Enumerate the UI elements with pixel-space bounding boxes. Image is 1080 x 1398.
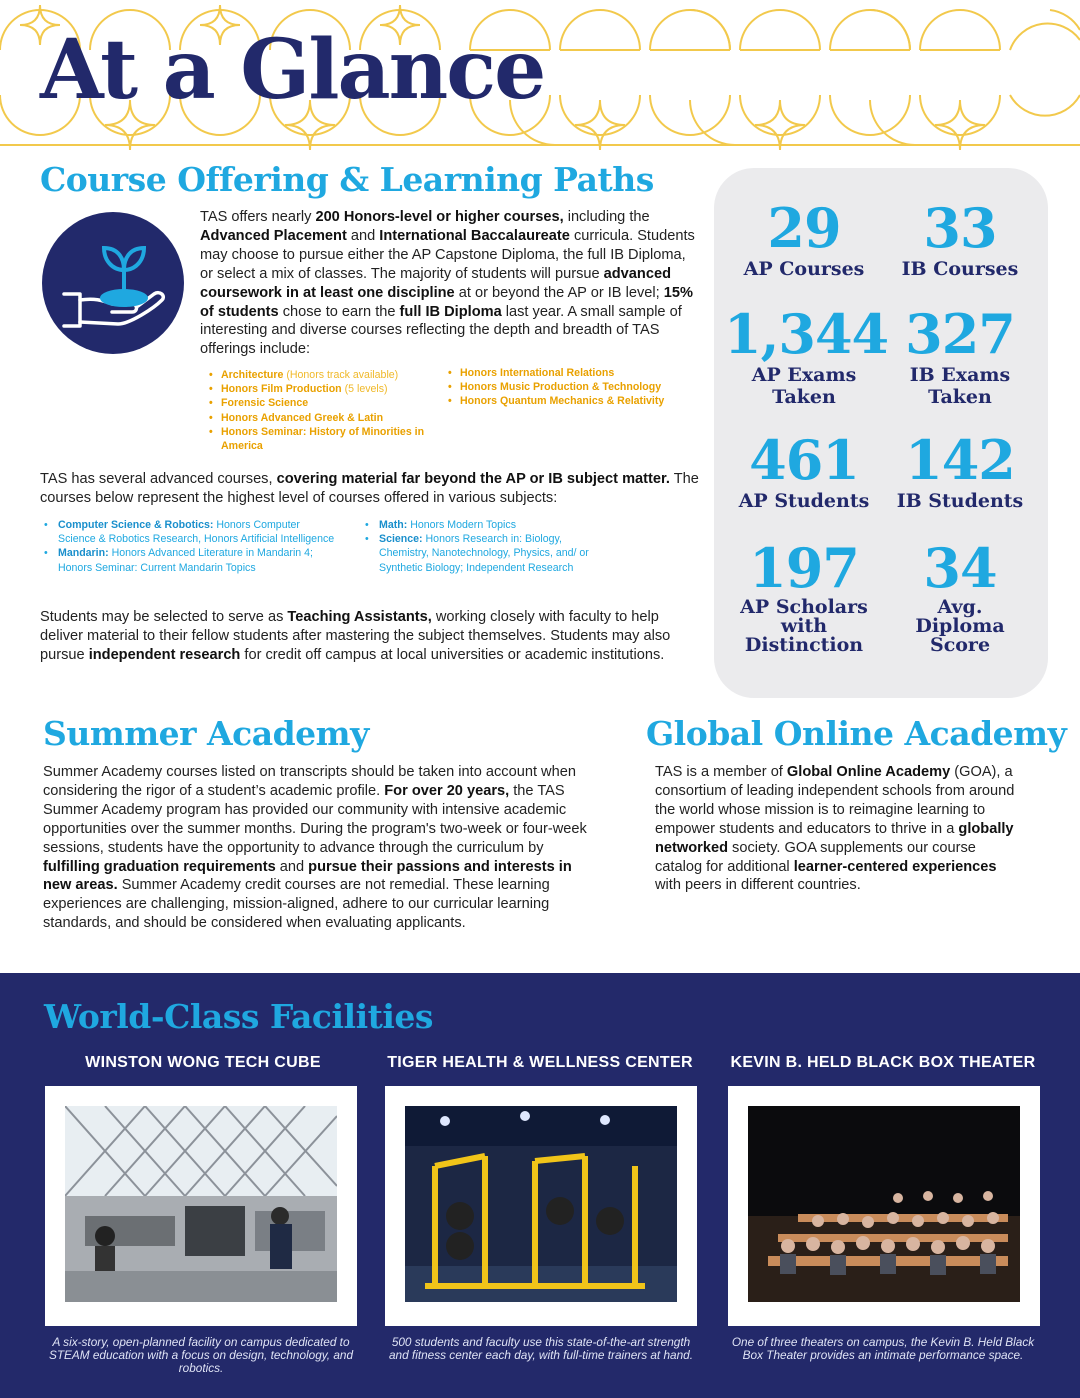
stat-ap-courses: 29 AP Courses (743, 196, 865, 280)
facility-caption: One of three theaters on campus, the Kevin B. Held Black Box Theater provides an intimate performance space. (731, 1335, 1035, 1362)
facility-title: KEVIN B. HELD BLACK BOX THEATER (730, 1054, 1036, 1071)
subjects-left (40, 518, 340, 575)
course-heading: Course Offering & Learning Paths (40, 160, 654, 199)
list-item: • Honors International Relations (446, 366, 696, 380)
list-item: • Honors Music Production & Technology (446, 380, 696, 394)
header-banner (0, 0, 1080, 150)
list-item: • Honors Quantum Mechanics & Relativity (446, 394, 696, 408)
stat-ap-scholars: 197 AP Scholars with Distinction (740, 536, 868, 656)
wellness-center-photo (405, 1106, 677, 1302)
advanced-courses-text: TAS has several advanced courses, covering material far beyond the AP or IB subject matter. The courses below represent the highest level of courses offered in various subjects: (40, 471, 699, 506)
stat-ib-courses: 33 IB Courses (901, 196, 1019, 280)
list-item: • Computer Science & Robotics: Honors Computer Science & Robotics Research, Honors Artificial Intelligence (40, 518, 340, 546)
facilities-heading: World-Class Facilities (44, 997, 433, 1036)
stat-ib-students: 142 IB Students (896, 428, 1024, 512)
facility-caption: A six-story, open-planned facility on campus dedicated to STEAM education with a focus on design, technology, and robotics. (48, 1335, 354, 1375)
stat-ap-exams: 1,344 AP Exams Taken (724, 302, 889, 408)
photo-frame (728, 1086, 1040, 1326)
list-item: • Math: Honors Modern Topics (361, 518, 611, 532)
page-title: At a Glance (40, 22, 545, 118)
facility-title: WINSTON WONG TECH CUBE (85, 1054, 321, 1071)
stat-ap-students: 461 AP Students (738, 428, 870, 512)
summer-heading: Summer Academy (43, 714, 369, 753)
teaching-assistants-text: Students may be selected to serve as Teaching Assistants, working closely with faculty to help deliver material to their fellow students after mastering the subject themselves. Students may also pursue independent research for credit off campus at local universities or academic institutions. (40, 609, 671, 663)
sample-courses-right (446, 366, 696, 409)
list-item: • Honors Film Production (5 levels) (207, 382, 442, 396)
tech-cube-photo (65, 1106, 337, 1302)
black-box-theater-photo (748, 1106, 1020, 1302)
plant-hand-icon (42, 212, 184, 354)
facility-title: TIGER HEALTH & WELLNESS CENTER (387, 1054, 693, 1071)
summer-text: Summer Academy courses listed on transcripts should be taken into account when considering the rigor of a student’s academic profile. For over 20 years, the TAS Summer Academy program has provided our community with intensive academic opportunities over the summer months. During the program's two-week or four-week sessions, students have the opportunity to advance through the curriculum by fulfilling graduation requirements and pursue their passions and interests in new areas. Summer Academy credit courses are not remedial. These learning experiences are challenging, mission-aligned, adhere to our curricular learning standards, and should be considered when evaluating applicants. (43, 764, 587, 932)
photo-frame (45, 1086, 357, 1326)
goa-heading: Global Online Academy (646, 714, 1067, 753)
stats-panel (714, 168, 1048, 698)
stat-diploma-score: 34 Avg. Diploma Score (915, 536, 1005, 656)
facilities-section (0, 973, 1080, 1398)
list-item: • Honors Advanced Greek & Latin (207, 411, 442, 425)
list-item: • Honors Seminar: History of Minorities in America (207, 425, 442, 453)
facility-caption: 500 students and faculty use this state-of-the-art strength and fitness center each day, with full-time trainers at hand. (388, 1335, 694, 1362)
photo-frame (385, 1086, 697, 1326)
goa-text: TAS is a member of Global Online Academy (GOA), a consortium of leading independent schools from around the world whose mission is to reimagine learning to empower students and educators to thrive in a globally networked society. GOA supplements our course catalog for additional learner-centered experiences with peers in different countries. (655, 764, 1015, 894)
list-item: • Science: Honors Research in: Biology, Chemistry, Nanotechnology, Physics, and/ or Synthetic Biology; Independent Research (361, 532, 611, 575)
subjects-right (361, 518, 611, 575)
course-intro: TAS offers nearly 200 Honors-level or higher courses, including the Advanced Placement and International Baccalaureate curricula. Students may choose to pursue either the AP Capstone Diploma, the full IB Diploma, or select a mix of classes. The majority of students will pursue advanced coursework in at least one discipline at or beyond the AP or IB level; 15% of students chose to earn the full IB Diploma last year. A small sample of interesting and diverse courses reflecting the depth and breadth of TAS offerings include: (200, 209, 695, 358)
list-item: • Mandarin: Honors Advanced Literature in Mandarin 4; Honors Seminar: Current Mandarin Topics (40, 546, 340, 574)
sample-courses-left (207, 368, 442, 453)
list-item: • Architecture (Honors track available) (207, 368, 442, 382)
list-item: • Forensic Science (207, 396, 442, 410)
stat-ib-exams: 327 IB Exams Taken (905, 302, 1015, 408)
